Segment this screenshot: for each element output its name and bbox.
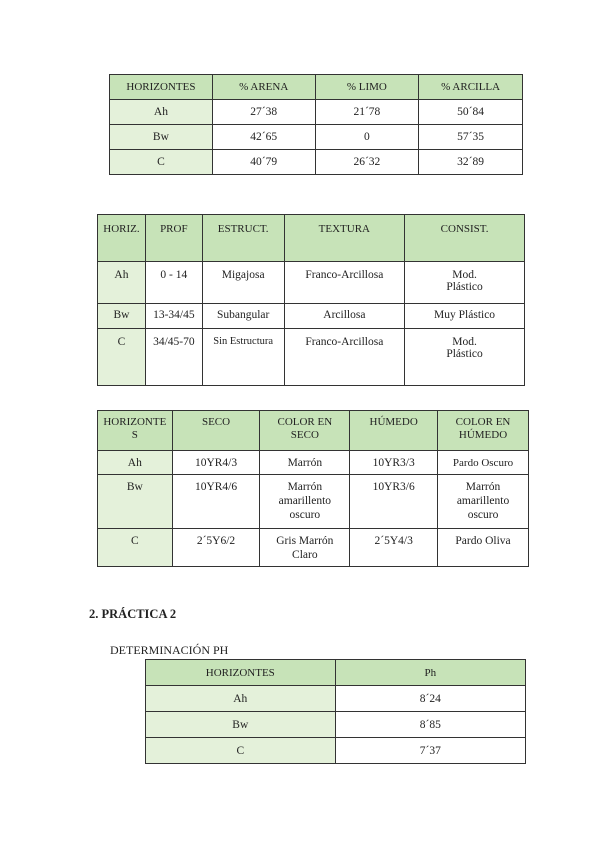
- arcilla-cell: 57´35: [419, 125, 523, 150]
- textura-cell: Franco-Arcillosa: [284, 329, 405, 386]
- prof-cell: 34/45-70: [145, 329, 202, 386]
- table-row: [98, 329, 525, 386]
- header-prof: PROF: [145, 215, 202, 262]
- table-row: [98, 304, 525, 329]
- table-row: [146, 686, 526, 712]
- ph-cell: 7´37: [335, 738, 525, 764]
- horizon-cell: Bw: [98, 304, 146, 329]
- prof-cell: 13-34/45: [145, 304, 202, 329]
- arena-cell: 40´79: [212, 150, 315, 175]
- prof-cell: 0 - 14: [145, 262, 202, 304]
- header-arena: % ARENA: [212, 75, 315, 100]
- horizon-cell: C: [110, 150, 213, 175]
- estruct-cell: Subangular: [202, 304, 284, 329]
- horizon-cell: Bw: [98, 475, 173, 529]
- table-row: [98, 475, 529, 529]
- color-seco-cell: Gris Marrón Claro: [260, 529, 350, 567]
- table-header-row: [110, 75, 523, 100]
- horizon-cell: Ah: [98, 262, 146, 304]
- header-estruct: ESTRUCT.: [202, 215, 284, 262]
- header-horizontes: HORIZONTES: [146, 660, 336, 686]
- table-row: [146, 712, 526, 738]
- seco-cell: 2´5Y6/2: [172, 529, 260, 567]
- table-row: [110, 125, 523, 150]
- textura-cell: Franco-Arcillosa: [284, 262, 405, 304]
- color-humedo-cell: Pardo Oscuro: [438, 451, 529, 475]
- ph-table: [145, 659, 526, 764]
- table-row: [110, 150, 523, 175]
- header-ph: Ph: [335, 660, 525, 686]
- header-consist: CONSIST.: [405, 215, 525, 262]
- table-header-row: [98, 215, 525, 262]
- humedo-cell: 10YR3/3: [350, 451, 438, 475]
- color-seco-cell: Marrón amarillento oscuro: [260, 475, 350, 529]
- seco-cell: 10YR4/3: [172, 451, 260, 475]
- header-horiz: HORIZ.: [98, 215, 146, 262]
- estruct-cell: Migajosa: [202, 262, 284, 304]
- header-color-humedo: COLOR EN HÚMEDO: [438, 411, 529, 451]
- limo-cell: 21´78: [315, 100, 419, 125]
- table-header-row: [98, 411, 529, 451]
- subsection-heading: DETERMINACIÓN PH: [110, 643, 229, 657]
- textura-cell: Arcillosa: [284, 304, 405, 329]
- header-seco: SECO: [172, 411, 260, 451]
- table-row: [98, 451, 529, 475]
- ph-cell: 8´24: [335, 686, 525, 712]
- header-textura: TEXTURA: [284, 215, 405, 262]
- arena-cell: 42´65: [212, 125, 315, 150]
- table-header-row: [146, 660, 526, 686]
- header-humedo: HÚMEDO: [350, 411, 438, 451]
- table-row: [110, 100, 523, 125]
- humedo-cell: 2´5Y4/3: [350, 529, 438, 567]
- horizon-cell: Ah: [110, 100, 213, 125]
- limo-cell: 0: [315, 125, 419, 150]
- header-horizontes: HORIZONTES: [110, 75, 213, 100]
- horizon-cell: Bw: [110, 125, 213, 150]
- color-humedo-cell: Marrón amarillento oscuro: [438, 475, 529, 529]
- table-row: [98, 262, 525, 304]
- horizon-cell: C: [98, 529, 173, 567]
- table-row: [146, 738, 526, 764]
- table-row: [98, 529, 529, 567]
- horizon-cell: Ah: [146, 686, 336, 712]
- consist-cell: Mod. Plástico: [405, 262, 525, 304]
- color-humedo-cell: Pardo Oliva: [438, 529, 529, 567]
- horizon-cell: Bw: [146, 712, 336, 738]
- section-heading: 2. PRÁCTICA 2: [89, 607, 177, 621]
- ph-cell: 8´85: [335, 712, 525, 738]
- consist-cell: Muy Plástico: [405, 304, 525, 329]
- header-arcilla: % ARCILLA: [419, 75, 523, 100]
- estruct-cell: Sin Estructura: [202, 329, 284, 386]
- humedo-cell: 10YR3/6: [350, 475, 438, 529]
- limo-cell: 26´32: [315, 150, 419, 175]
- header-horizontes: HORIZONTES: [98, 411, 173, 451]
- horizon-cell: Ah: [98, 451, 173, 475]
- seco-cell: 10YR4/6: [172, 475, 260, 529]
- horizon-cell: C: [146, 738, 336, 764]
- arcilla-cell: 50´84: [419, 100, 523, 125]
- arena-cell: 27´38: [212, 100, 315, 125]
- arcilla-cell: 32´89: [419, 150, 523, 175]
- horizon-cell: C: [98, 329, 146, 386]
- header-limo: % LIMO: [315, 75, 419, 100]
- header-color-seco: COLOR EN SECO: [260, 411, 350, 451]
- color-seco-cell: Marrón: [260, 451, 350, 475]
- properties-table: [97, 214, 525, 386]
- consist-cell: Mod. Plástico: [405, 329, 525, 386]
- color-table: [97, 410, 529, 567]
- texture-table: [109, 74, 523, 175]
